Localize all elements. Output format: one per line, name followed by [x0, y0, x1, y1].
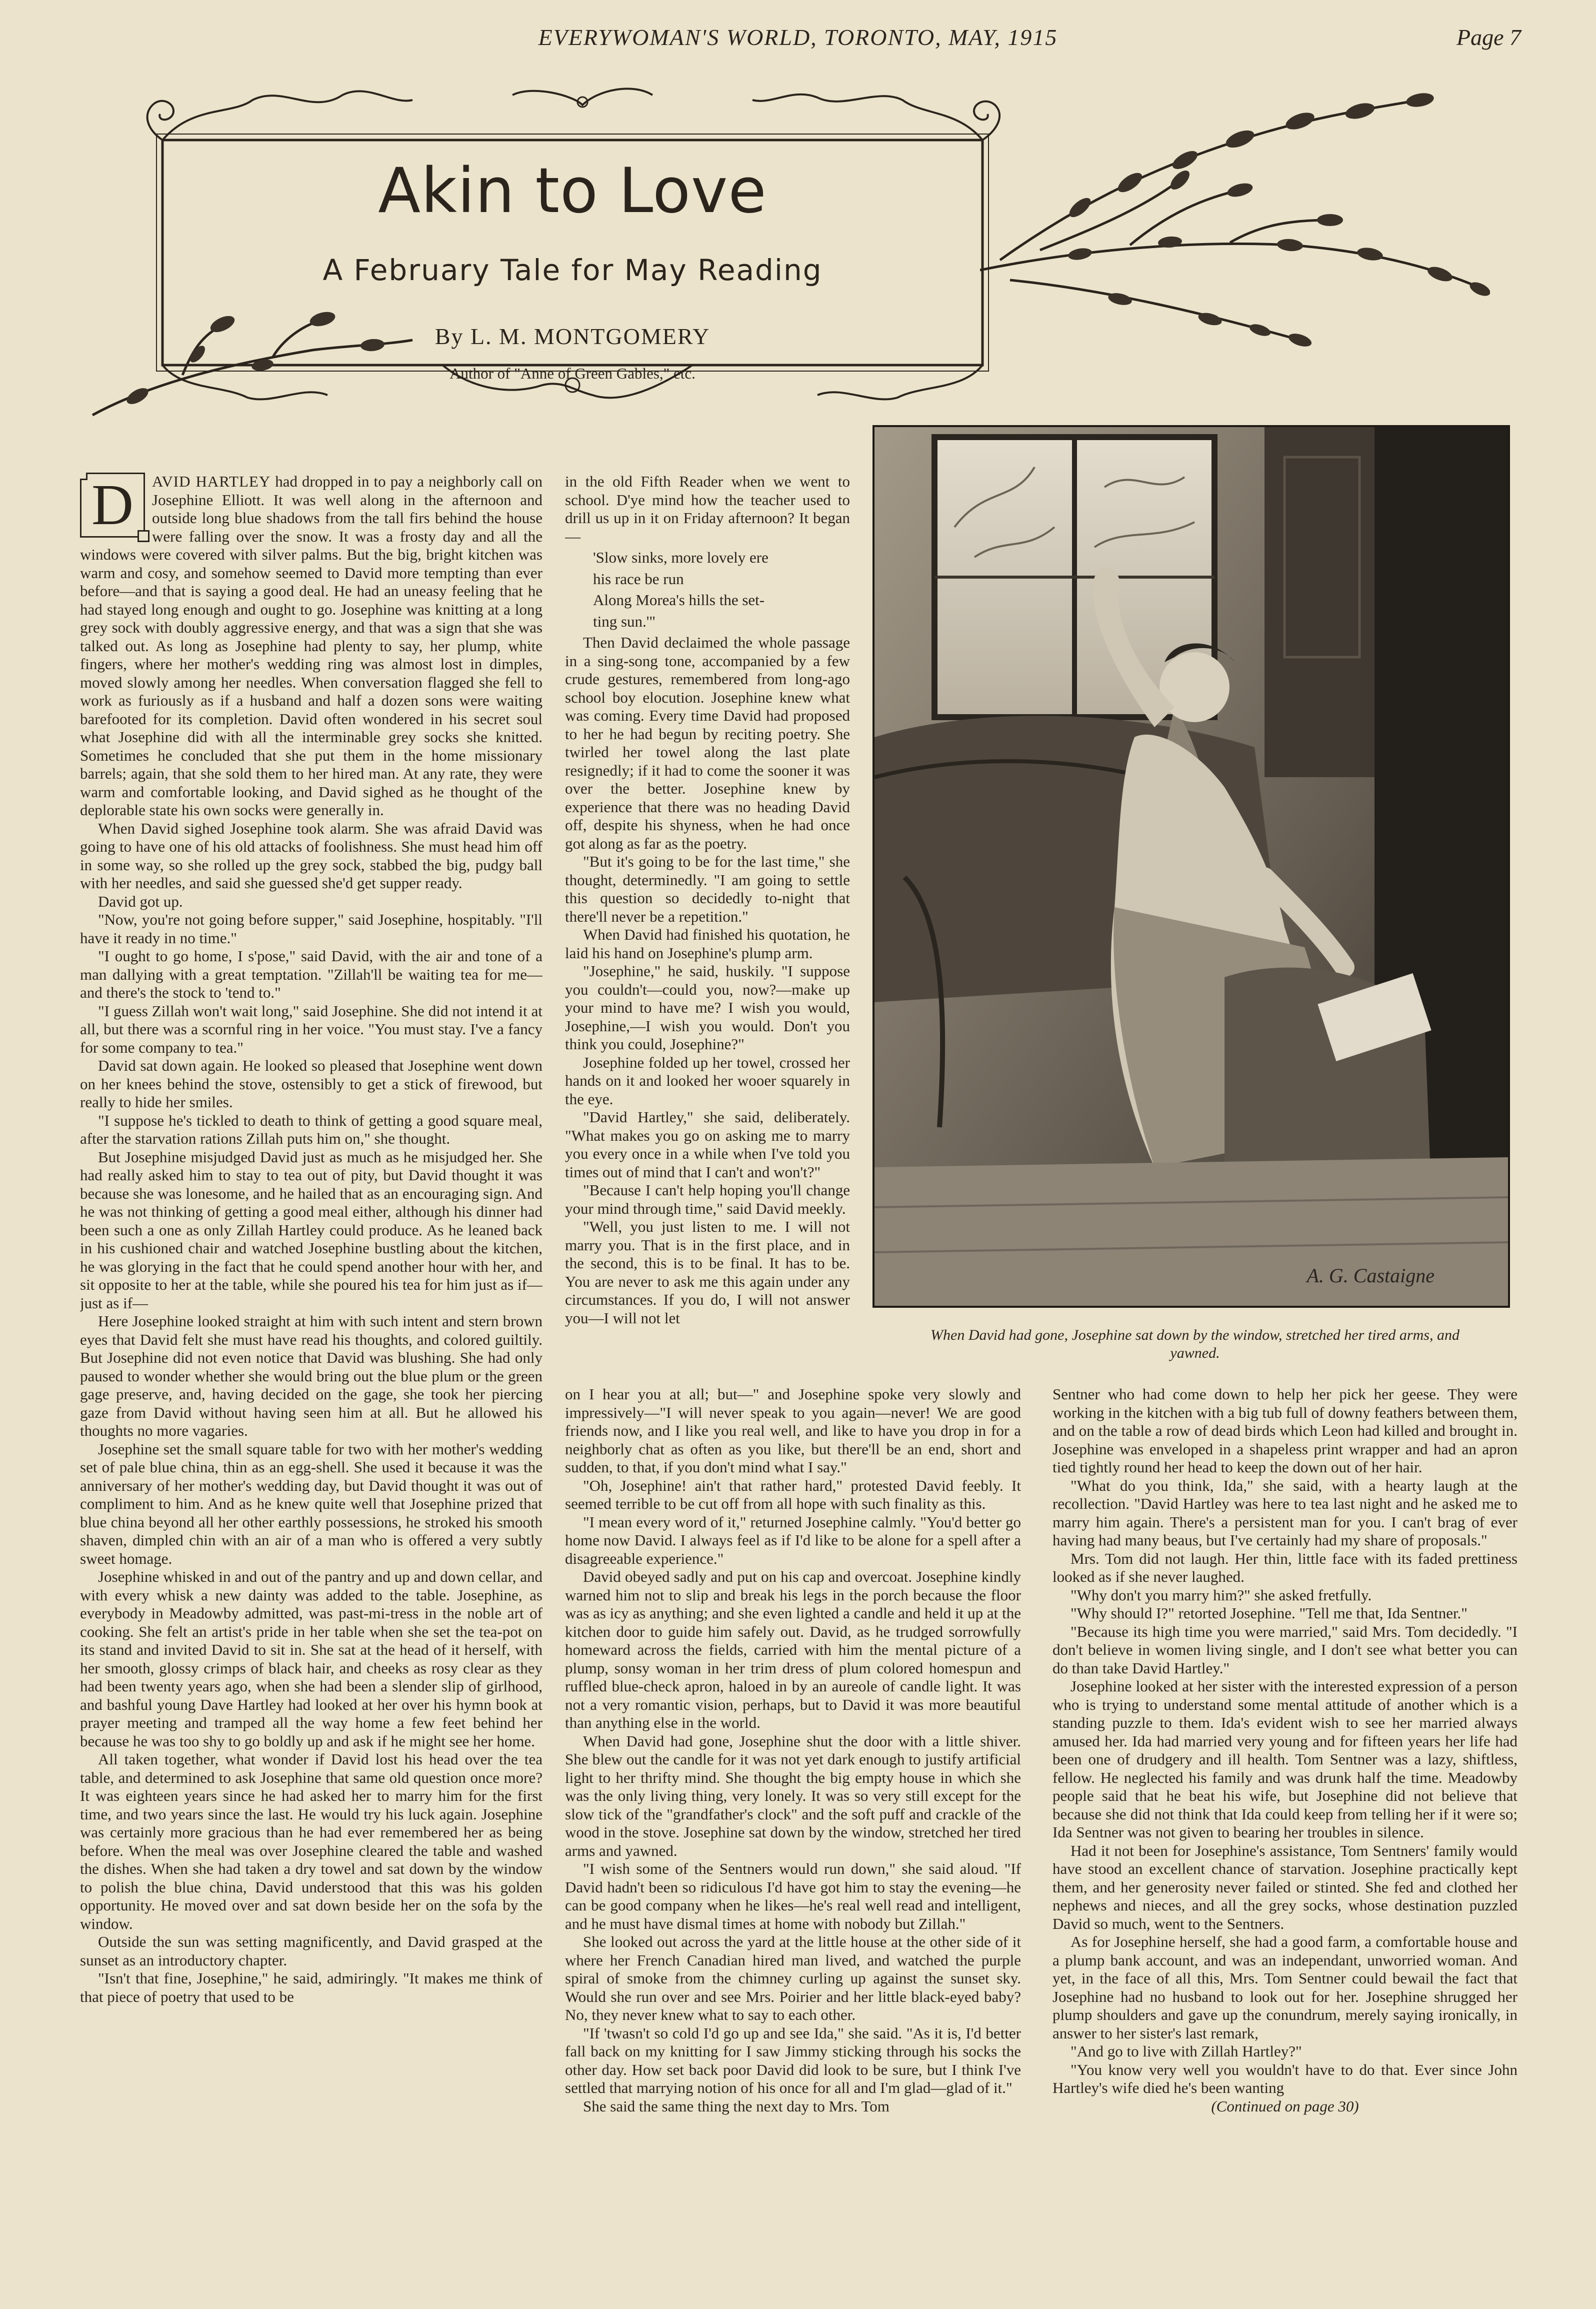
- paragraph: But Josephine misjudged David just as much as he misjudged her. She had really asked him to stay to tea out of pity, but David thought it was because she was lonesome, and he hailed that as an encouraging sign. And he was not thinking of getting a good meal either, although his dinner had been such a one as only Zillah Hartley could produce. As he leaned back in his cushioned chair and watched Josephine bustling about the kitchen, he was glorying in the fact that he could spend another hour with her, and sit opposite to her at the table, while she poured his tea for him just as if—just as if—: [80, 1148, 542, 1312]
- byline: By L. M. MONTGOMERY: [434, 324, 710, 349]
- page-number: Page 7: [1456, 25, 1521, 50]
- illustration-caption: When David had gone, Josephine sat down by the window, stretched her tired arms, and yawned.: [930, 1327, 1460, 1361]
- paragraph: Sentner who had come down to help her pick her geese. They were working in the kitchen with a big tub full of downy feathers between them, and on the table a row of dead birds which Leon had killed and brought in. Josephine was enveloped in a shapeless print wrapper and had an apron tied tightly round her head to keep the down out of her hair.: [1052, 1385, 1518, 1476]
- journal-header: EVERYWOMAN'S WORLD, TORONTO, MAY, 1915: [538, 25, 1058, 50]
- woman-by-window-illustration: [874, 427, 1508, 1306]
- paragraph: When David had gone, Josephine shut the door with a little shiver. She blew out the candle for it was not yet dark enough to justify artificial light to her thrifty mind. She thought the big empty house in which she was the only living thing, very lonely. It was so very still except for the slow tick of the "grandfather's clock" and the soft puff and crackle of the wood in the stove. Josephine sat down by the window, stretched her tired arms and yawned.: [565, 1732, 1021, 1859]
- paragraph: "I mean every word of it," returned Josephine calmly. "You'd better go home now David. I always feel as if I'd like to be alone for a spell after a disagreeable experience.": [565, 1513, 1021, 1567]
- paragraph: "Oh, Josephine! ain't that rather hard," protested David feebly. It seemed terrible to be cut off from all hope with such finality as this.: [565, 1476, 1021, 1512]
- paragraph: "I suppose he's tickled to death to think of getting a good square meal, after the starvation rations Zillah puts him on," she thought.: [80, 1111, 542, 1147]
- paragraph: "I wish some of the Sentners would run down," she said aloud. "If David hadn't been so ridiculous I'd have got him to stay the evening—he can be good company when he likes—he's real well read and intelligent, and he must have dismal times at home with nobody but Zillah.": [565, 1860, 1021, 1932]
- paragraph: "And go to live with Zillah Hartley?": [1070, 2042, 1302, 2060]
- paragraph: She said the same thing the next day to Mrs. Tom: [583, 2097, 890, 2115]
- paragraph: Josephine folded up her towel, crossed her hands on it and looked her wooer squarely in the eye.: [565, 1053, 850, 1108]
- paragraph: She looked out across the yard at the little house at the other side of it where her French Canadian hired man lived, and watched the purple spiral of smoke from the chimney curling up against the sunset sky. Would she run over and see Mrs. Poirier and her little black-eyed baby? No, they never knew what to say to each other.: [565, 1933, 1021, 2023]
- paragraph: Had it not been for Josephine's assistance, Tom Sentners' family would have stood an excellent chance of starvation. Josephine practically kept them, and her generosity never failed or stinted. She fed and clothed her nephews and nieces, and all the grey socks, whose destination puzzled David so much, went to the Sentners.: [1052, 1841, 1518, 1932]
- artist-signature: A. G. Castaigne: [1306, 1264, 1434, 1287]
- paragraph: As for Josephine herself, she had a good farm, a comfortable house and a plump bank account, and was an independant, unworried woman. And yet, in the face of all this, Mrs. Tom Sentner could bewail the fact that Josephine had no husband to look out for her. Josephine shrugged her plump shoulders and gave up the conundrum, merely saying ironically, in answer to her sister's last remark,: [1052, 1933, 1518, 2042]
- paragraph: "Isn't that fine, Josephine," he said, admiringly. "It makes me think of that piece of poetry that used to be: [80, 1969, 542, 2005]
- verse-line: 'Slow sinks, more lovely ere: [593, 549, 768, 566]
- illustration: [872, 425, 1510, 1308]
- paragraph: "Because its high time you were married," said Mrs. Tom decidedly. "I don't believe in women living single, and I don't see what better you can do than take David Hartley.": [1052, 1622, 1518, 1677]
- title-block: [132, 155, 1012, 383]
- verse-line: ting sun.'": [593, 612, 656, 630]
- paragraph: on I hear you at all; but—" and Josephine spoke very slowly and impressively—"I will never speak to you again—never! We are good friends now, and I like you real well, and like to have you drop in for a neighborly chat as often as you like, but there'll be an end, short and sudden, to that, if you don't mind what I say.": [565, 1385, 1021, 1476]
- paragraph: When David sighed Josephine took alarm. She was afraid David was going to have one of his old attacks of foolishness. She must head him off in some way, so she rolled up the grey sock, stabbed the big, pudgy ball with her needles, and said she guessed she'd get supper ready.: [80, 819, 542, 892]
- paragraph: "Now, you're not going before supper," said Josephine, hospitably. "I'll have it ready in no time.": [80, 911, 542, 947]
- continued-notice[interactable]: (Continued on page 30): [1211, 2097, 1359, 2115]
- author-note: Author of "Anne of Green Gables," etc.: [450, 365, 696, 382]
- paragraph: "What do you think, Ida," she said, with a hearty laugh at the recollection. "David Hartley was here to tea last night and he asked me to marry him again. There's a persistent man for you. I can't brag of ever having had many beaus, but I've certainly had my share of proposals.": [1052, 1476, 1518, 1549]
- paragraph: Here Josephine looked straight at him with such intent and stern brown eyes that David felt she must have read his thoughts, and colored guiltily. But Josephine did not even notice that David was blushing. She had only paused to wonder whether she would bring out the blue plum or the green gage preserve, and, having decided on the gage, she took her piercing gaze from David without having seen him at all. But he allowed his thoughts no more vagaries.: [80, 1312, 542, 1439]
- paragraph: David got up.: [98, 892, 183, 910]
- paragraph: Then David declaimed the whole passage in a sing-song tone, accompanied by a few crude gestures, remembered from long-ago school boy elocution. Josephine knew what was coming. Every time David had proposed to her he had begun by reciting poetry. She twirled her towel along the last plate resignedly; if it had to come the sooner it was over the better. Josephine knew by experience that there was no heading David off, despite his shyness, when he had once got along as far as the poetry.: [565, 634, 850, 852]
- running-head: [0, 24, 1596, 54]
- paragraph: "I ought to go home, I s'pose," said David, with the air and tone of a man dallying with a great temptation. "Zillah'll be waiting tea for me—and there's the stock to 'tend to.": [80, 947, 542, 1001]
- article-column-1: [80, 473, 542, 2238]
- paragraph: in the old Fifth Reader when we went to school. D'ye mind how the teacher used to drill us up in it on Friday afternoon? It began—: [565, 473, 850, 545]
- paragraph: "Josephine," he said, huskily. "I suppose you couldn't—could you, now?—make up your mind to have me? I wish you would, Josephine,—I wish you would. Don't you think you could, Josephine?": [565, 962, 850, 1053]
- verse-line: Along Morea's hills the set-: [593, 591, 765, 609]
- paragraph: "Why should I?" retorted Josephine. "Tell me that, Ida Sentner.": [1070, 1604, 1468, 1622]
- verse-line: his race be run: [593, 570, 684, 588]
- opening-words: AVID HARTLEY: [152, 473, 271, 490]
- opening-paragraph: [80, 473, 542, 820]
- paragraph: Josephine looked at her sister with the interested expression of a person who is trying to understand some mental attitude of another which is a standing puzzle to them. Ida's evident wish to see her married always amused her. Ida had married very young and for fifteen years her life had been one of drudgery and ill health. Tom Sentner was a lazy, shiftless, fellow. He neglected his family and was drunk half the time. Meadowby people said that he beat his wife, but Josephine did not believe that because she did not think that Ida could keep from telling her if it were so; Ida Sentner was not given to bearing her troubles in silence.: [1052, 1677, 1518, 1841]
- paragraph: All taken together, what wonder if David lost his head over the tea table, and determined to ask Josephine that same old question once more? It was eighteen years since he had asked her to marry him for the first time, and two years since the last. He would try his luck again. Josephine was certainly more gracious than he had ever remembered her as being before. When the meal was over Josephine cleared the table and washed the dishes. When she had taken a dry towel and sat down by the window to polish the blue china, David understood that this was his golden opportunity. He moved over and sat down beside her on the sofa by the window.: [80, 1750, 542, 1932]
- paragraph: David sat down again. He looked so pleased that Josephine went down on her knees behind the stove, ostensibly to get a stick of firewood, but really to hide her smiles.: [80, 1057, 542, 1111]
- paragraph: "David Hartley," she said, deliberately. "What makes you go on asking me to marry you every once in a while when I've told you times out of mind that I can't and won't?": [565, 1108, 850, 1181]
- paragraph: "Because I can't help hoping you'll change your mind through time," said David meekly.: [565, 1181, 850, 1217]
- drop-cap: D: [80, 473, 145, 538]
- paragraph: "But it's going to be for the last time," she thought, determinedly. "I am going to settle this question so decidedly to-night that there'll never be a repetition.": [565, 853, 850, 925]
- article-column-3: [1052, 1385, 1518, 2230]
- title-frame: [132, 85, 1012, 405]
- paragraph: Josephine whisked in and out of the pantry and up and down cellar, and with every whisk a new dainty was added to the table. Josephine, as everybody in Meadowby admitted, was past-mi-tress in the noble art of cooking. She felt an artist's pride in her table when she set the tea-pot on its stand and invited David to sit in. She sat at the head of it herself, with her smooth, glossy crimps of black hair, and cheeks as rosy clear as they had been twenty years ago, when she had been a slender slip of girlhood, and bashful young Dave Hartley had looked at her over his hymn book at prayer meeting and tramped all the way home a few feet behind her because he was too shy to go boldly up and ask if he might see her home.: [80, 1568, 542, 1750]
- paragraph: "Well, you just listen to me. I will not marry you. That is in the first place, and in the second, this is to be final. It has to be. You are never to ask me this again under any circumstances. If you do, I will not answer you—I will not let: [565, 1218, 850, 1327]
- willow-branches-right: [980, 80, 1490, 360]
- article-column-2-lower: [565, 1385, 1021, 2250]
- article-title: Akin to Love: [378, 155, 767, 227]
- article-column-2-upper: [565, 473, 850, 1353]
- opening-text: had dropped in to pay a neighborly call on Josephine Elliott. It was well along in the afternoon and outside long blue shadows from the tall firs behind the house were falling over the snow. It was a frosty day and all the windows were covered with silver palms. But the big, bright kitchen was warm and cosy, and somehow seemed to David more tempting than ever before—and that is saying a good deal. He had an uneasy feeling that he had stayed long enough and ought to go. Josephine was knitting at a long grey sock with doubly aggressive energy, and that was a sign that she was talked out. As long as Josephine had plenty to say, her plump, white fingers, where her mother's wedding ring was almost lost in dimples, moved slowly among her needles. When conversation flagged she fell to work as furiously as if a husband and half a dozen sons were waiting barefooted for its completion. David often wondered in his secret soul what Josephine did with all the interminable grey socks she knitted. Sometimes he concluded that she put them in the home missionary barrels; again, that she sold them to her hired man. At any rate, they were warm and comfortable looking, and David sighed as he thought of the deplorable state his own socks were generally in.: [80, 473, 542, 819]
- article-subtitle: A February Tale for May Reading: [322, 253, 822, 287]
- paragraph: "I guess Zillah won't wait long," said Josephine. She did not intend it at all, but there was a scornful ring in her voice. "You must stay. I've a fancy for some company to tea.": [80, 1002, 542, 1056]
- paragraph: "Why don't you marry him?" she asked fretfully.: [1070, 1586, 1372, 1604]
- paragraph: Mrs. Tom did not laugh. Her thin, little face with its faded prettiness looked as if she never laughed.: [1052, 1549, 1518, 1585]
- paragraph: Outside the sun was setting magnificently, and David grasped at the sunset as an introductory chapter.: [80, 1933, 542, 1969]
- paragraph: Josephine set the small square table for two with her mother's wedding set of pale blue china, thin as an egg-shell. She used it because it was the anniversary of her mother's wedding day, but David thought it was out of compliment to him. And as he knew quite well that Josephine prized that blue china beyond all her other earthly possessions, he stroked his smooth shaven, dimpled chin with an air of a man who is offered a very subtly sweet homage.: [80, 1440, 542, 1567]
- paragraph: David obeyed sadly and put on his cap and overcoat. Josephine kindly warned him not to slip and break his legs in the porch because the floor was as icy as anything; and she even lighted a candle and held it up at the kitchen door to guide him safely out. David, as he trudged sorrowfully homeward across the fields, carried with him the mental picture of a plump, sonsy woman in her trim dress of plum colored homespun and ruffled blue-check apron, haloed in by an aureole of candle light. It was not a very romantic vision, perhaps, but to David it was more beautiful than anything else in the world.: [565, 1568, 1021, 1731]
- paragraph: "You know very well you wouldn't have to do that. Ever since John Hartley's wife died he's been wanting: [1052, 2060, 1518, 2096]
- paragraph: "If 'twasn't so cold I'd go up and see Ida," she said. "As it is, I'd better fall back on my knitting for I saw Jimmy sticking through his socks the other day. How set back poor David did look to be sure, but I think I've settled that marrying notion of his once for all and I'm glad—glad of it.": [565, 2024, 1021, 2096]
- paragraph: When David had finished his quotation, he laid his hand on Josephine's plump arm.: [565, 926, 850, 962]
